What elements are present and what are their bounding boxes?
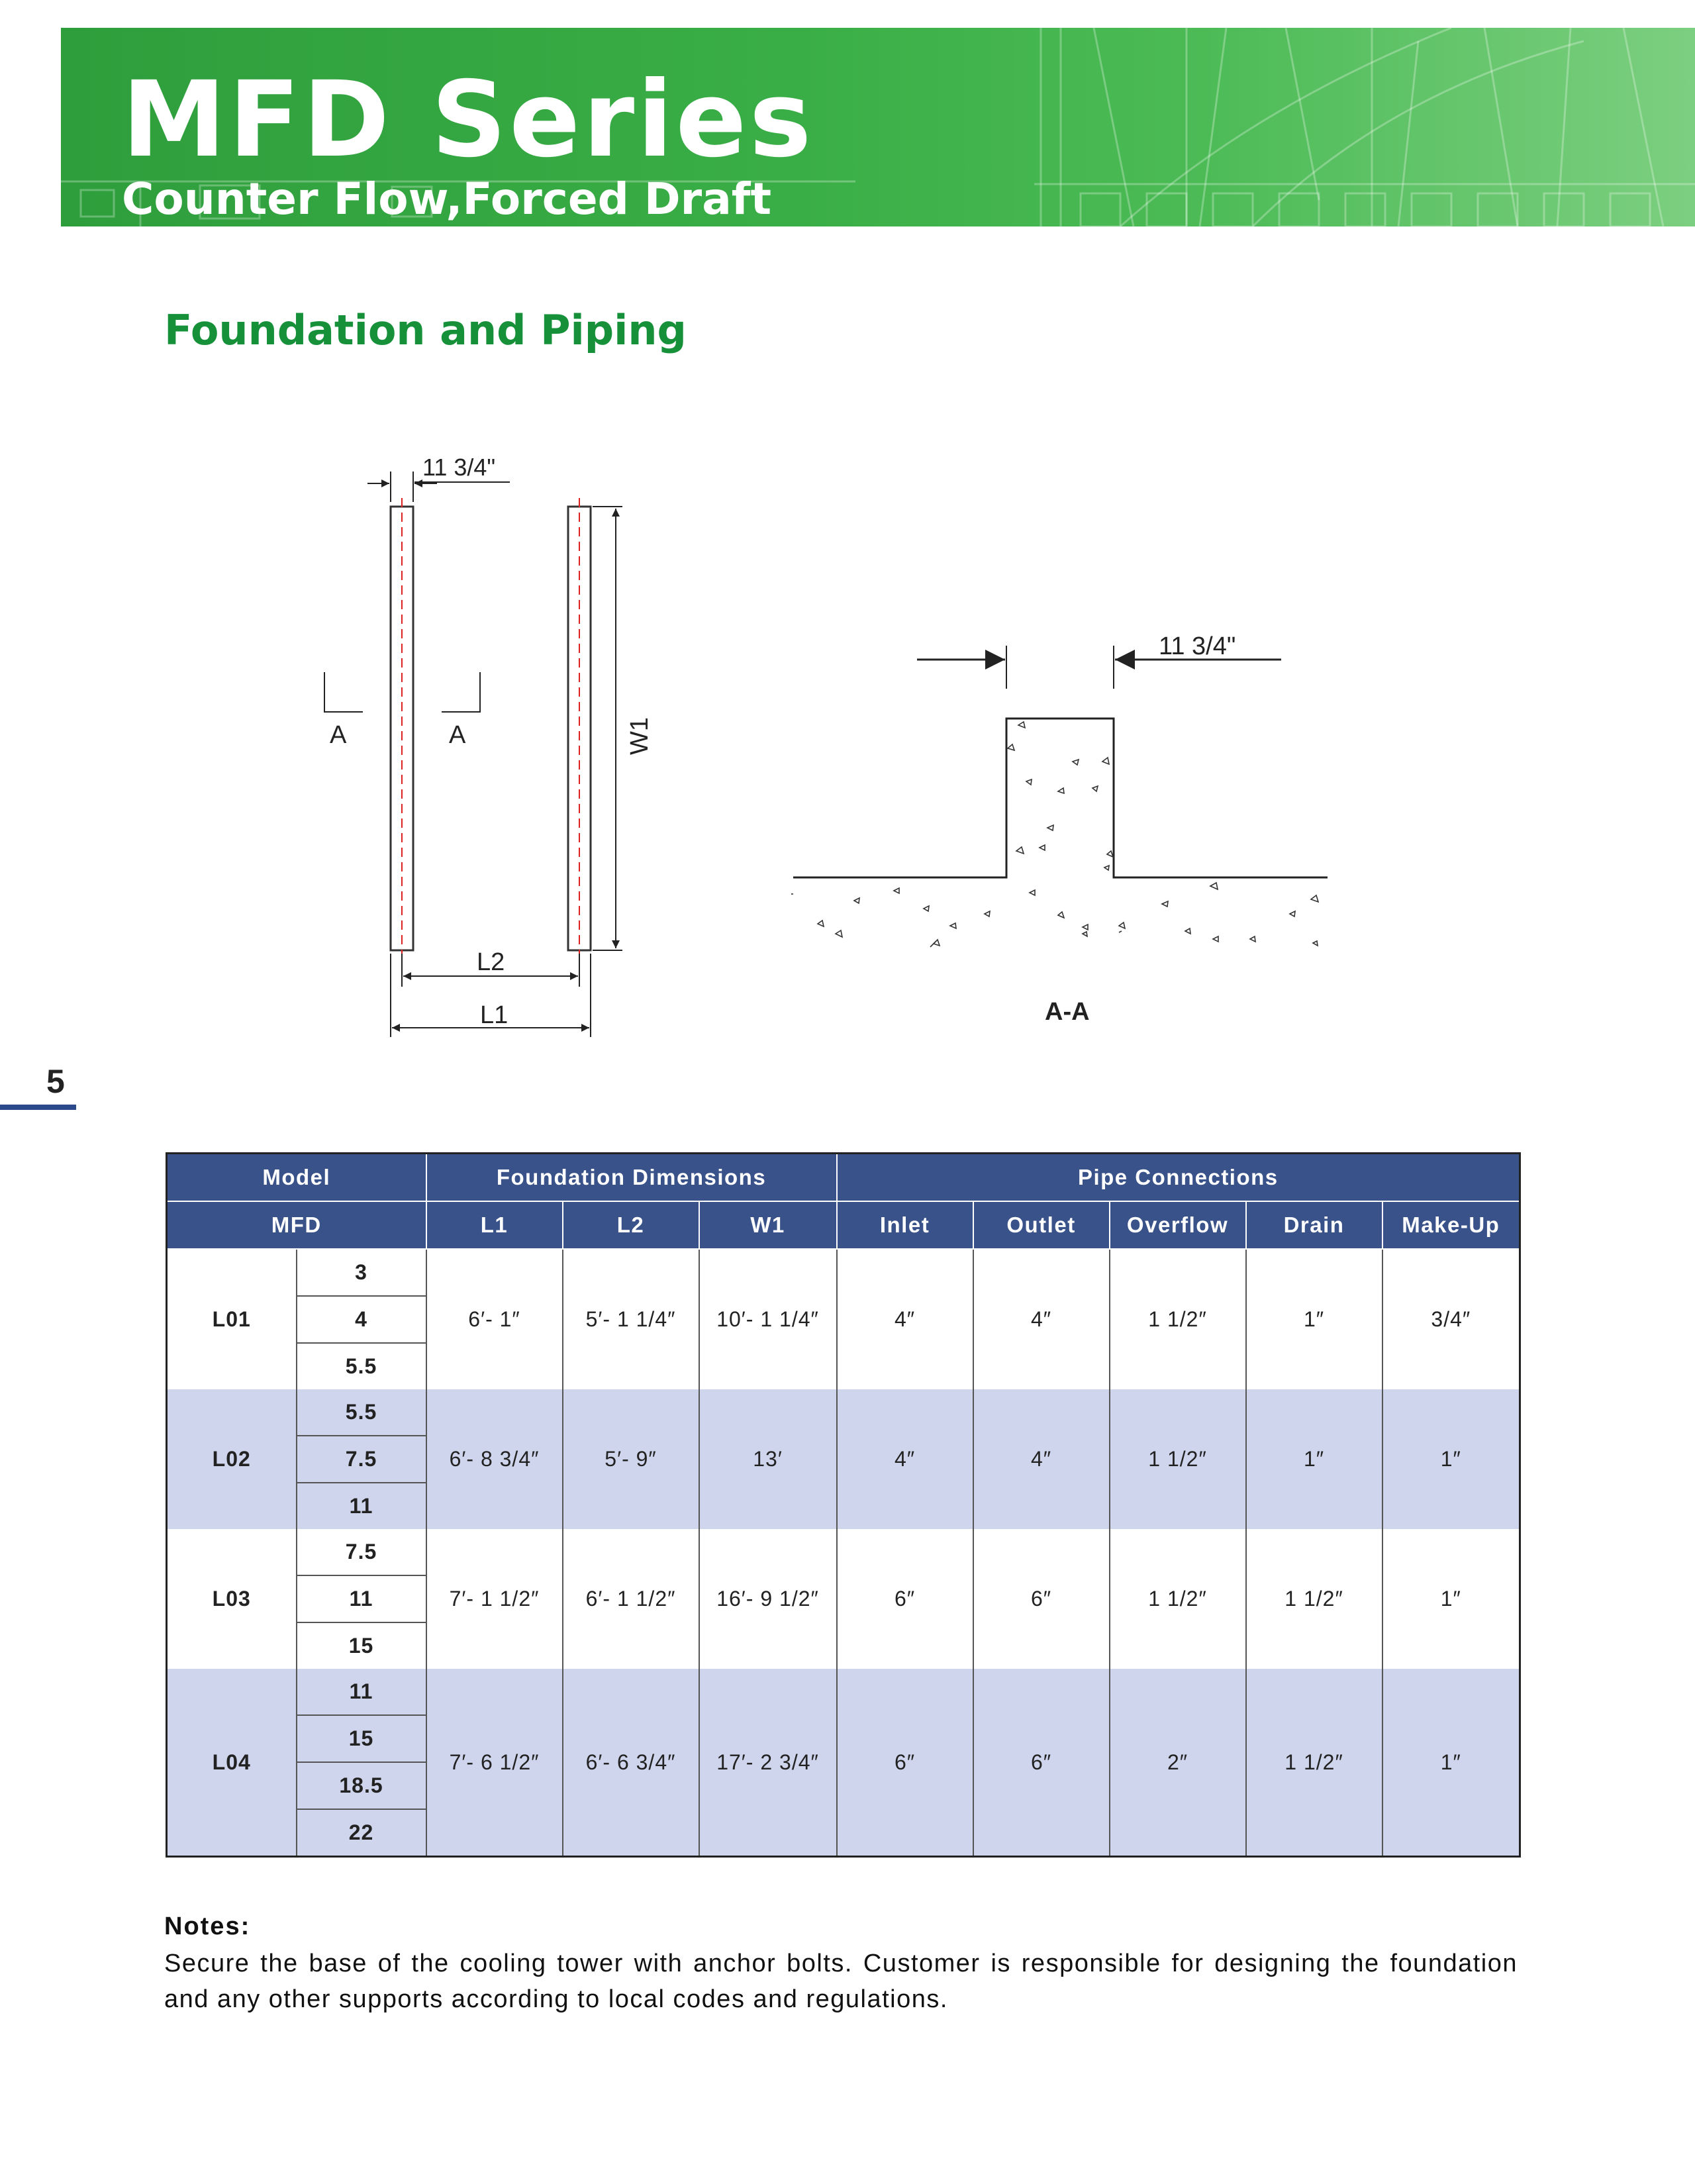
section-title: Foundation and Piping — [164, 306, 687, 354]
makeup-cell: 1″ — [1382, 1389, 1520, 1529]
col-header-mfd: MFD — [167, 1201, 426, 1249]
table-row — [167, 1249, 1520, 1296]
foundation-drawing — [0, 0, 1695, 1073]
w1-cell: 16′- 9 1/2″ — [699, 1529, 837, 1669]
l2-label: L2 — [477, 948, 505, 976]
outlet-cell: 4″ — [973, 1389, 1110, 1529]
column-header-row — [167, 1201, 1520, 1249]
model-cell: L04 — [167, 1669, 297, 1857]
model-cell: L01 — [167, 1249, 297, 1389]
l1-cell: 7′- 6 1/2″ — [426, 1669, 563, 1857]
w1-label: W1 — [626, 717, 654, 755]
size-cell: 22 — [297, 1809, 426, 1857]
series-title: MFD Series — [122, 59, 814, 181]
makeup-cell: 1″ — [1382, 1529, 1520, 1669]
col-header-l2: L2 — [563, 1201, 699, 1249]
size-cell: 4 — [297, 1296, 426, 1343]
w1-cell: 17′- 2 3/4″ — [699, 1669, 837, 1857]
size-cell: 15 — [297, 1715, 426, 1762]
outlet-cell: 6″ — [973, 1529, 1110, 1669]
makeup-cell: 3/4″ — [1382, 1249, 1520, 1389]
foundation-group-header: Foundation Dimensions — [426, 1154, 837, 1202]
drain-cell: 1″ — [1246, 1389, 1382, 1529]
section-label: A-A — [1045, 998, 1090, 1026]
l2-cell: 6′- 6 3/4″ — [563, 1669, 699, 1857]
l1-cell: 7′- 1 1/2″ — [426, 1529, 563, 1669]
col-header-w1: W1 — [699, 1201, 837, 1249]
inlet-cell: 6″ — [837, 1669, 973, 1857]
model-cell: L03 — [167, 1529, 297, 1669]
drain-cell: 1″ — [1246, 1249, 1382, 1389]
table-row — [167, 1529, 1520, 1575]
w1-cell: 13′ — [699, 1389, 837, 1529]
makeup-cell: 1″ — [1382, 1669, 1520, 1857]
outlet-cell: 6″ — [973, 1669, 1110, 1857]
inlet-cell: 4″ — [837, 1389, 973, 1529]
col-header-makeup: Make-Up — [1382, 1201, 1520, 1249]
table-row — [167, 1389, 1520, 1436]
table-body — [167, 1249, 1520, 1857]
drain-cell: 1 1/2″ — [1246, 1529, 1382, 1669]
size-cell: 7.5 — [297, 1529, 426, 1575]
l1-label: L1 — [480, 1001, 508, 1029]
size-cell: 11 — [297, 1483, 426, 1529]
size-cell: 18.5 — [297, 1762, 426, 1809]
l2-cell: 5′- 9″ — [563, 1389, 699, 1529]
l2-cell: 5′- 1 1/4″ — [563, 1249, 699, 1389]
section-marker-left: A — [330, 721, 347, 749]
size-cell: 5.5 — [297, 1343, 426, 1389]
overflow-cell: 1 1/2″ — [1110, 1249, 1246, 1389]
l1-cell: 6′- 8 3/4″ — [426, 1389, 563, 1529]
inlet-cell: 4″ — [837, 1249, 973, 1389]
model-group-header: Model — [167, 1154, 426, 1202]
outlet-cell: 4″ — [973, 1249, 1110, 1389]
table-row — [167, 1669, 1520, 1715]
size-cell: 3 — [297, 1249, 426, 1296]
page-number-rule — [0, 1105, 76, 1110]
pipe-group-header: Pipe Connections — [837, 1154, 1520, 1202]
drain-cell: 1 1/2″ — [1246, 1669, 1382, 1857]
l2-cell: 6′- 1 1/2″ — [563, 1529, 699, 1669]
size-cell: 5.5 — [297, 1389, 426, 1436]
l1-cell: 6′- 1″ — [426, 1249, 563, 1389]
model-cell: L02 — [167, 1389, 297, 1529]
series-subtitle: Counter Flow,Forced Draft — [122, 174, 772, 224]
size-cell: 11 — [297, 1669, 426, 1715]
size-cell: 15 — [297, 1622, 426, 1669]
inlet-cell: 6″ — [837, 1529, 973, 1669]
page-number: 5 — [46, 1063, 65, 1100]
notes-title: Notes: — [164, 1912, 251, 1940]
section-marker-right-symbol — [442, 672, 480, 712]
col-header-overflow: Overflow — [1110, 1201, 1246, 1249]
overflow-cell: 2″ — [1110, 1669, 1246, 1857]
section-marker-right: A — [449, 721, 466, 749]
section-view — [791, 632, 1328, 1026]
foundation-piping-table — [166, 1152, 1521, 1858]
section-marker-left-symbol — [324, 672, 363, 712]
section-outline — [793, 719, 1328, 877]
col-header-drain: Drain — [1246, 1201, 1382, 1249]
col-header-l1: L1 — [426, 1201, 563, 1249]
col-header-outlet: Outlet — [973, 1201, 1110, 1249]
concrete-aggregate-marks — [791, 722, 1318, 947]
plan-view — [324, 454, 654, 1037]
plan-width-dim: 11 3/4" — [422, 454, 496, 481]
size-cell: 11 — [297, 1575, 426, 1622]
notes-body: Secure the base of the cooling tower with anchor bolts. Customer is responsible for designing the foundation and any other supports according to local codes and regulations. — [164, 1950, 1518, 2013]
overflow-cell: 1 1/2″ — [1110, 1389, 1246, 1529]
group-header-row — [167, 1154, 1520, 1202]
overflow-cell: 1 1/2″ — [1110, 1529, 1246, 1669]
section-width-dim: 11 3/4" — [1159, 632, 1236, 660]
w1-cell: 10′- 1 1/4″ — [699, 1249, 837, 1389]
col-header-inlet: Inlet — [837, 1201, 973, 1249]
size-cell: 7.5 — [297, 1436, 426, 1483]
